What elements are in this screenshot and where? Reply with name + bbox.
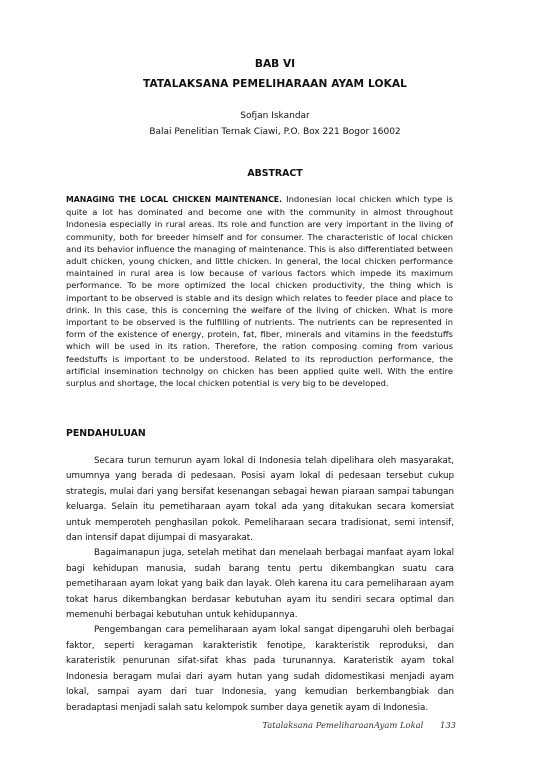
paragraph: Pengembangan cara pemeliharaan ayam lokal sangat dipengaruhi oleh berbagai faktor, seperti keragaman karakteristik fenotipe, karakteristik reproduksi, dan karateristik penurunan sifat-sifat khas pada turunannya. Karateristik ayam tokal Indonesia beragam mulai dari ayam hutan yang sudah didomestikasi menjadi ayam lokal, sampai ayam dari tuar Indonesia, yang kemudian berkembangbiak dan beradaptasi menjadi salah satu kelompok sumber daya genetik ayam di Indonesia. xyxy=(66,625,454,713)
abstract-text: Indonesian local chicken which type is quite a lot has dominated and become one with the community in almost throughout Indonesia especially in rural areas. Its role and function are very important in the living of community, both for breeder himself and for consumer. The characteristic of local chicken and its behavior influence the managing of maintenance. This is also differentiated between adult chicken, young chicken, and little chicken. In general, the local chicken performance maintained in rural area is low because of various factors which impede its maximum performance. To be more optimized the local chicken productivity, the thing which is important to be observed is stable and its design which relates to feeder place and place to drink. In this case, this is concerning the welfare of the living of chicken. What is more important to be observed is the fulfilling of nutrients. The nutrients can be represented in form of the existence of energy, protein, fat, fiber, minerals and vitamins in the feedstuffs which will be used in its ration. Therefore, the ration composing coming from various feedstuffs is important to be understood. Related to its reproduction performance, the artificial insemination technolgy on chicken has been applied quite well. With the entire surplus and shortage, the local chicken potential is very big to be developed. xyxy=(66,194,453,389)
paragraph: Bagaimanapun juga, setelah metihat dan menelaah berbagai manfaat ayam lokal bagi kehidupan manusia, sudah barang tentu pertu dikembangkan suatu cara pemetiharaan ayam lokat yang baik dan layak. Oleh karena itu cara pemeliharaan ayam tokat harus dikembangkan berdasar kebutuhan ayam itu sendiri secara optimal dan memenuhi berbagai kebutuhan untuk kehidupannya. xyxy=(66,548,454,621)
author-affiliation: Balai Penelitian Ternak Ciawi, P.O. Box 221 Bogor 16002 xyxy=(149,127,401,137)
paper-title: TATALAKSANA PEMELIHARAAN AYAM LOKAL xyxy=(142,78,408,90)
page-footer xyxy=(256,720,456,730)
paragraph: Secara turun temurun ayam lokal di Indonesia telah dipelihara oleh masyarakat, umumnya yang berada di pedesaan. Posisi ayam lokal di pedesaan tersebut cukup strategis, mulai dari yang bersifat kesenangan sebagai hewan piaraan sampai tabungan keluarga. Selain itu pemetiharaan ayam tokal ada yang ditakukan secara komersiat untuk memperoteh penghasilan pokok. Pemeliharaan secara tradisionat, semi intensif, dan intensif dapat dijumpai di masyarakat. xyxy=(66,456,454,544)
section-body xyxy=(66,454,454,716)
chapter-label: BAB VI xyxy=(254,58,296,70)
page-number: 133 xyxy=(440,720,456,730)
abstract-lead: MANAGING THE LOCAL CHICKEN MAINTENANCE. xyxy=(66,195,283,204)
section-heading: PENDAHULUAN xyxy=(66,428,146,439)
abstract-body xyxy=(66,193,453,389)
running-title: Tatalaksana PemeliharaanAyam Lokal xyxy=(262,720,424,730)
author-name: Sofjan Iskandar xyxy=(240,111,310,121)
abstract-heading: ABSTRACT xyxy=(247,168,303,179)
